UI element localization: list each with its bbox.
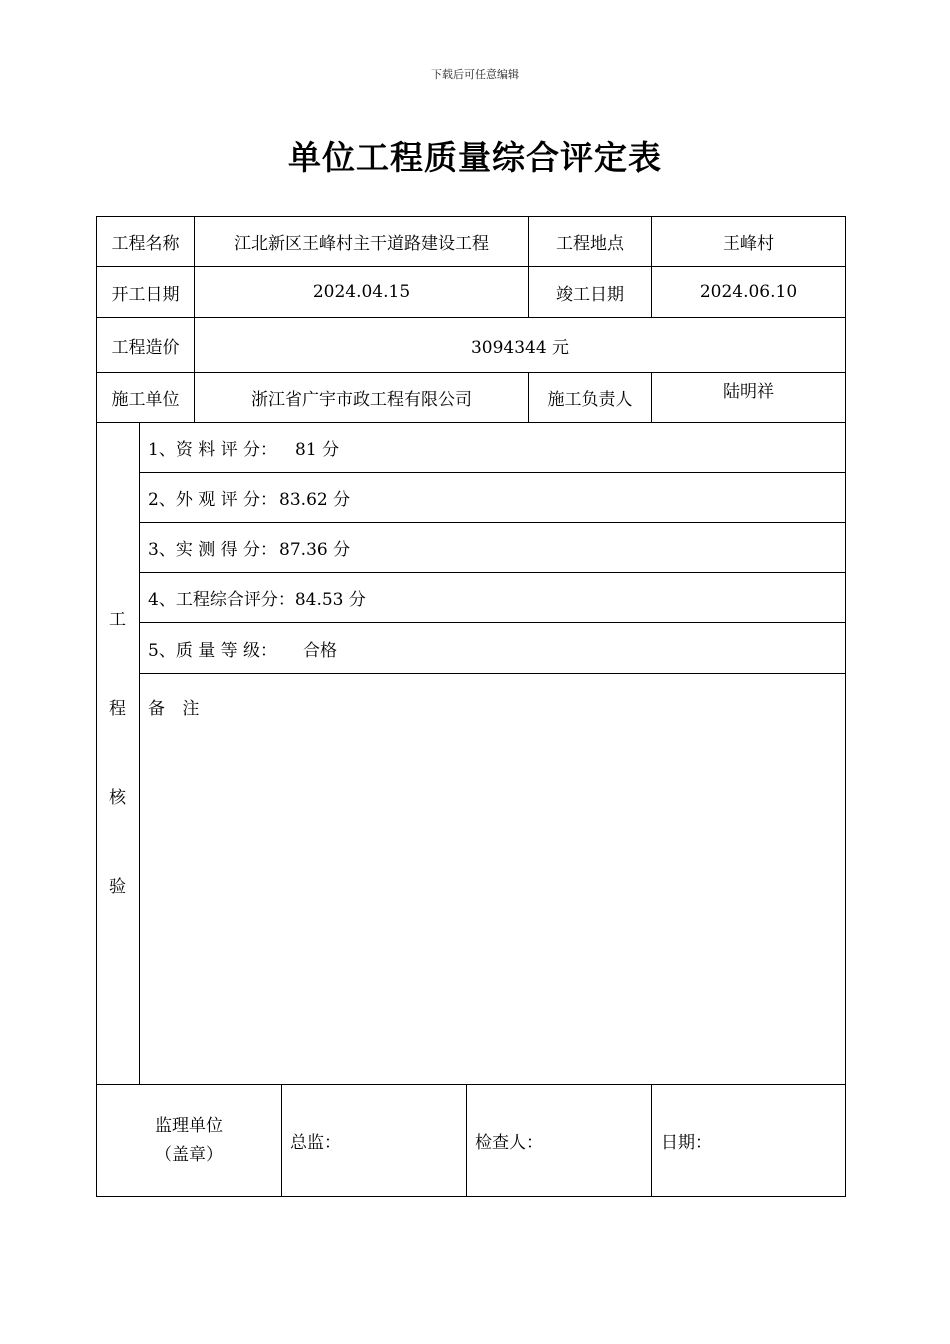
column-divider [281,1084,282,1197]
score-value: 合格 [303,640,338,661]
inspector-label: 检查人： [475,1133,543,1153]
project-cost-value: 3094344 元 [470,337,570,358]
table-border-right [845,216,846,1197]
start-date-value: 2024.04.15 [312,282,411,302]
score-label: 4、工程综合评分： [148,590,295,610]
score-value: 83.62 分 [279,490,351,510]
score-row-measured [148,523,838,572]
supervision-unit-label: 监理单位 [155,1115,223,1136]
construction-unit-label: 施工单位 [111,390,180,410]
chief-supervisor-label: 总监： [290,1133,341,1153]
table-border-bottom [96,1196,846,1197]
row-divider [139,673,846,674]
score-label: 2、外 观 评 分： [148,490,278,510]
project-cost-label: 工程造价 [111,337,180,358]
project-name-value: 江北新区王峰村主干道路建设工程 [234,234,489,254]
completion-date-label: 竣工日期 [556,284,624,305]
score-value: 84.53 分 [294,590,366,610]
completion-date-value: 2024.06.10 [699,282,798,302]
score-label: 3、实 测 得 分： [148,540,278,560]
score-value: 81 分 [295,440,340,460]
score-value: 87.36 分 [279,540,351,560]
date-label: 日期： [661,1133,712,1153]
side-label-char: 工 [109,610,126,630]
start-date-label: 开工日期 [111,284,180,305]
page-title: 单位工程质量综合评定表 [288,138,662,177]
score-label: 1、资 料 评 分： [148,440,278,460]
score-row-appearance [148,473,838,522]
score-row-materials [148,423,838,472]
construction-unit-value: 浙江省广宇市政工程有限公司 [251,390,472,410]
side-label-char: 验 [109,877,126,897]
side-label-char: 核 [109,788,126,808]
construction-lead-label: 施工负责人 [547,390,633,410]
header-note: 下载后可任意编辑 [431,68,519,81]
supervision-unit-cell [97,1085,281,1196]
column-divider [139,422,140,1085]
project-location-value: 王峰村 [723,234,774,254]
verification-side-label [96,423,139,1085]
score-row-quality-grade [148,623,838,673]
project-location-label: 工程地点 [556,234,624,254]
side-label-char: 程 [109,699,126,719]
construction-lead-value: 陆明祥 [723,382,774,402]
column-divider [466,1084,467,1197]
remarks-label: 备 注 [148,699,206,719]
seal-label: （盖章） [155,1144,223,1165]
project-name-label: 工程名称 [111,234,180,254]
score-label: 5、质 量 等 级： [148,640,278,661]
column-divider [651,1084,652,1197]
score-row-overall [148,573,838,622]
